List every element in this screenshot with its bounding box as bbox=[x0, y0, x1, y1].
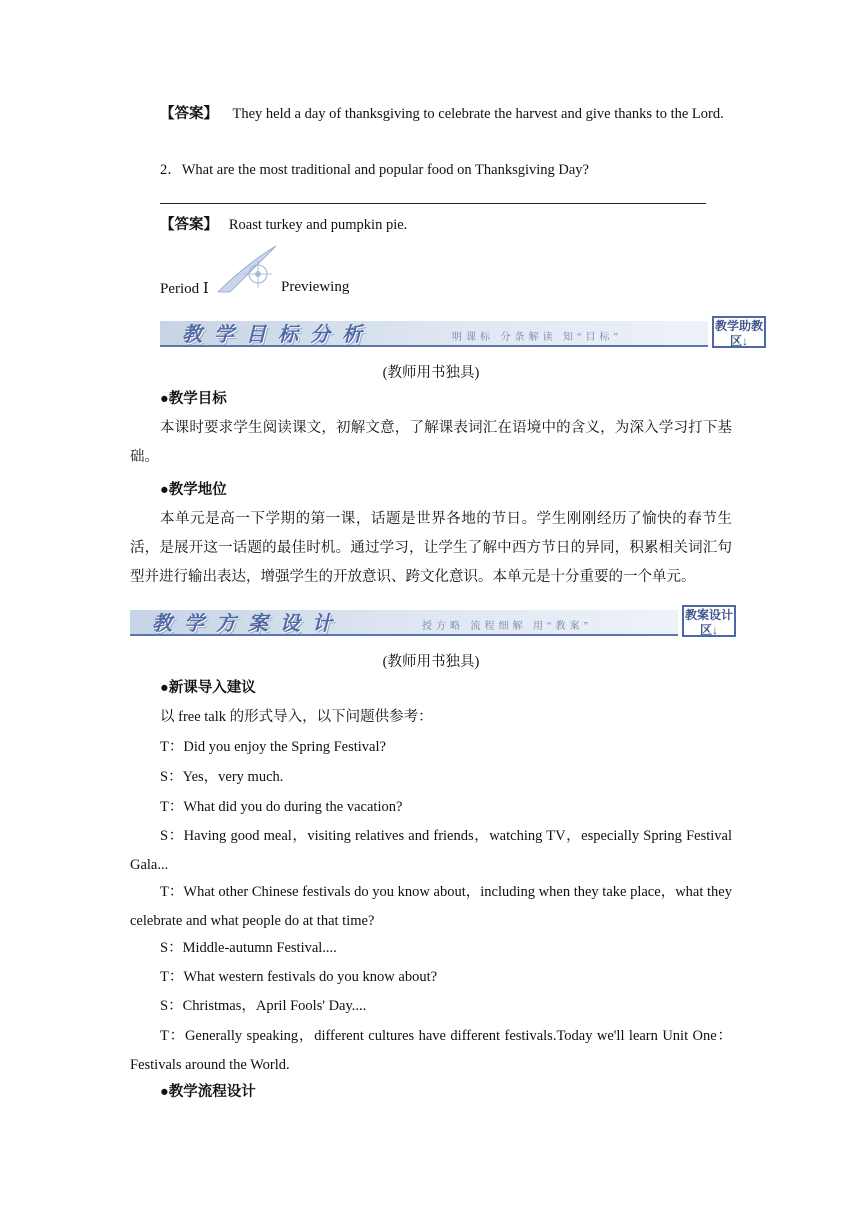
q2-answer bbox=[130, 211, 732, 240]
dialogue-line: S：Having good meal，visiting relatives and friends，watching TV，especially Spring Festival Gala... bbox=[130, 828, 732, 873]
banner-side-box: 教学助教区↓ bbox=[712, 316, 766, 348]
q1-answer bbox=[130, 100, 732, 129]
section-banner-objectives bbox=[160, 316, 768, 350]
intro-text: 以 free talk 的形式导入，以下问题供参考： bbox=[160, 709, 433, 725]
answer-label: 【答案】 bbox=[160, 106, 218, 122]
answer-label: 【答案】 bbox=[160, 217, 218, 233]
banner-subtitle: 明课标 分条解读 知“目标” bbox=[452, 332, 622, 343]
dialogue-line: T：What other Chinese festivals do you know about，including when they take place，what they celebrate and what people do at that time? bbox=[130, 884, 732, 929]
goal-heading: ●教学目标 bbox=[160, 391, 227, 407]
dialogue-line: S：Middle-autumn Festival.... bbox=[160, 940, 337, 956]
teacher-note: (教师用书独具) bbox=[382, 365, 480, 381]
target-flourish-icon bbox=[216, 244, 280, 294]
banner-subtitle: 授方略 流程细解 用“教案” bbox=[422, 621, 592, 632]
goal-text: 本课时要求学生阅读课文，初解文意，了解课表词汇在语境中的含义，为深入学习打下基础。 bbox=[130, 420, 732, 465]
banner-title: 教学方案设计 bbox=[152, 613, 344, 635]
teacher-note: (教师用书独具) bbox=[382, 654, 480, 670]
answer-blank-line bbox=[160, 203, 706, 204]
section-banner-plan bbox=[130, 605, 738, 639]
dialogue-line: T：Did you enjoy the Spring Festival? bbox=[160, 739, 386, 755]
dialogue-line: T：What did you do during the vacation? bbox=[160, 799, 403, 815]
banner-title: 教学目标分析 bbox=[182, 324, 374, 346]
banner-side-box: 教案设计区↓ bbox=[682, 605, 736, 637]
dialogue-line: T：What western festivals do you know about? bbox=[160, 969, 438, 985]
period-label: Period Ⅰ bbox=[160, 281, 209, 297]
position-text: 本单元是高一下学期的第一课，话题是世界各地的节日。学生刚刚经历了愉快的春节生活，是展开这一话题的最佳时机。通过学习，让学生了解中西方节日的异同，积累相关词汇句型并进行输出表达，增强学生的开放意识、跨文化意识。本单元是十分重要的一个单元。 bbox=[130, 511, 732, 585]
process-heading: ●教学流程设计 bbox=[160, 1084, 256, 1100]
position-heading: ●教学地位 bbox=[160, 482, 227, 498]
dialogue-line: T：Generally speaking，different cultures have different festivals.Today we'll learn Unit One：Festivals around the World. bbox=[130, 1028, 732, 1073]
answer-text: Roast turkey and pumpkin pie. bbox=[228, 217, 408, 233]
dialogue-line: S：Christmas，April Fools' Day.... bbox=[160, 998, 367, 1014]
intro-heading: ●新课导入建议 bbox=[160, 680, 256, 696]
answer-text: They held a day of thanksgiving to celebrate the harvest and give thanks to the Lord. bbox=[232, 106, 724, 122]
dialogue-line: S：Yes，very much. bbox=[160, 769, 284, 785]
period-title: Previewing bbox=[281, 279, 350, 295]
question-2: 2．What are the most traditional and popular food on Thanksgiving Day? bbox=[160, 162, 589, 178]
